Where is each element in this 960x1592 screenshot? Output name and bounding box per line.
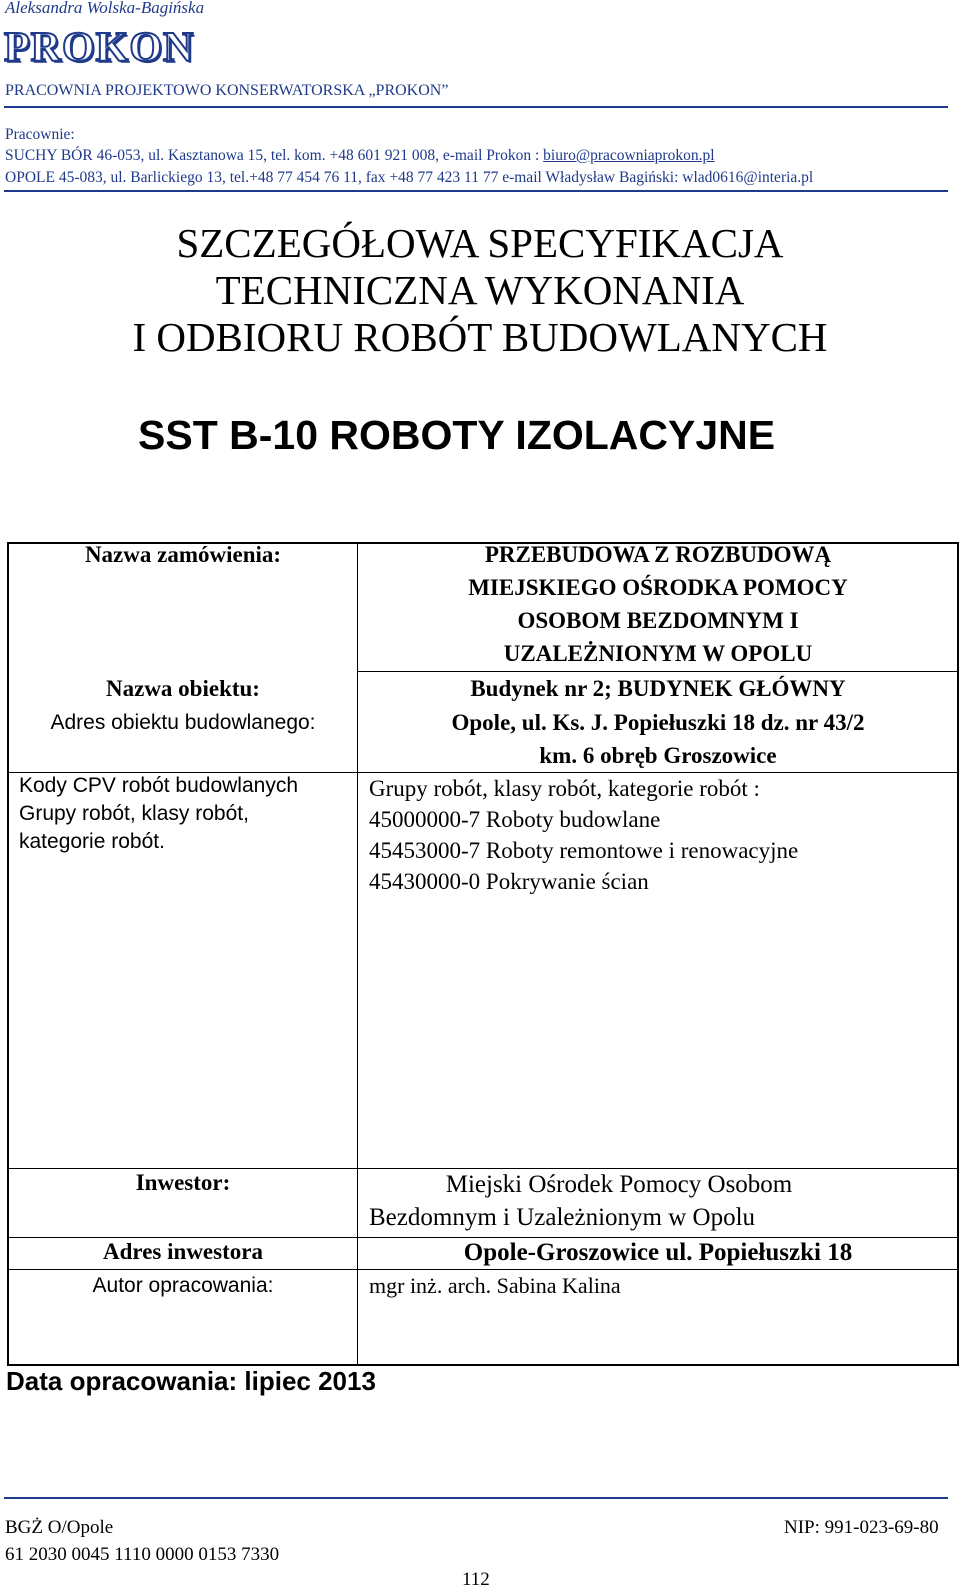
cpv-line: 45430000-0 Pokrywanie ścian: [369, 869, 649, 894]
footer-divider: [4, 1497, 948, 1499]
object-label: Nazwa obiektu:: [106, 676, 260, 701]
footer-bank: BGŻ O/Opole: [5, 1517, 114, 1538]
header-divider: [4, 106, 948, 108]
investor-label: Inwestor:: [135, 1170, 231, 1195]
cpv-line: 45453000-7 Roboty remontowe i renowacyjne: [369, 838, 799, 863]
investor-address-label: Adres inwestora: [103, 1239, 263, 1264]
order-line: PRZEBUDOWA Z ROZBUDOWĄ: [484, 542, 832, 567]
cpv-label: [19, 772, 349, 856]
order-line: UZALEŻNIONYM W OPOLU: [503, 641, 813, 666]
cpv-label-line: Kody CPV robót budowlanych: [19, 774, 298, 797]
footer-nip: NIP: 991-023-69-80: [784, 1517, 939, 1538]
address-value: [357, 706, 959, 772]
title-line-1: SZCZEGÓŁOWA SPECYFIKACJA: [176, 220, 784, 266]
studio-name: PRACOWNIA PROJEKTOWO KONSERWATORSKA „PROKON”: [5, 82, 449, 99]
contact-email-link[interactable]: biuro@pracowniaprokon.pl: [543, 147, 715, 164]
author-value: mgr inż. arch. Sabina Kalina: [369, 1273, 621, 1298]
address-line: Opole, ul. Ks. J. Popiełuszki 18 dz. nr 43/2: [451, 710, 865, 735]
address-line: km. 6 obręb Groszowice: [539, 743, 777, 768]
cpv-label-line: kategorie robót.: [19, 830, 165, 853]
contact-line-opole: OPOLE 45-083, ul. Barlickiego 13, tel.+48 77 454 76 11, fax +48 77 423 11 77 e-mail Władysław Bagiński: wlad0616@interia.pl: [5, 169, 814, 186]
investor-value: [369, 1168, 949, 1234]
order-value: [357, 538, 959, 670]
contact-line-suchy-bor-text: SUCHY BÓR 46-053, ul. Kasztanowa 15, tel. kom. +48 601 921 008, e-mail Prokon :: [5, 147, 544, 164]
title-line-2: TECHNICZNA WYKONANIA: [215, 267, 745, 313]
investor-line: Miejski Ośrodek Pomocy Osobom: [445, 1171, 793, 1198]
sst-title: SST B-10 ROBOTY IZOLACYJNE: [138, 412, 776, 458]
object-value: Budynek nr 2; BUDYNEK GŁÓWNY: [470, 676, 846, 701]
footer-account: 61 2030 0045 1110 0000 0153 7330: [5, 1544, 280, 1565]
page-number: 112: [462, 1569, 490, 1590]
author-label: Autor opracowania:: [92, 1274, 274, 1297]
cpv-label-line: Grupy robót, klasy robót,: [19, 802, 249, 825]
cpv-line: 45000000-7 Roboty budowlane: [369, 807, 661, 832]
cpv-line: Grupy robót, klasy robót, kategorie robót :: [369, 776, 760, 801]
investor-line: Bezdomnym i Uzależnionym w Opolu: [369, 1204, 756, 1231]
header-divider-bottom: [4, 190, 948, 192]
order-line: MIEJSKIEGO OŚRODKA POMOCY: [468, 575, 848, 600]
prokon-logo: PROKON: [4, 25, 195, 71]
title-line-3: I ODBIORU ROBÓT BUDOWLANYCH: [132, 314, 828, 360]
author-name: Aleksandra Wolska-Bagińska: [5, 0, 205, 17]
order-line: OSOBOM BEZDOMNYM I: [517, 608, 799, 633]
cpv-value: [369, 773, 949, 897]
investor-address-value: Opole-Groszowice ul. Popiełuszki 18: [463, 1239, 853, 1266]
address-label: Adres obiektu budowlanego:: [50, 711, 316, 734]
date-of-preparation: Data opracowania: lipiec 2013: [6, 1366, 376, 1396]
workshops-label: Pracownie:: [5, 126, 75, 143]
contact-line-suchy-bor: [5, 147, 715, 165]
project-info-table: [7, 542, 959, 1366]
order-label: Nazwa zamówienia:: [84, 542, 282, 567]
